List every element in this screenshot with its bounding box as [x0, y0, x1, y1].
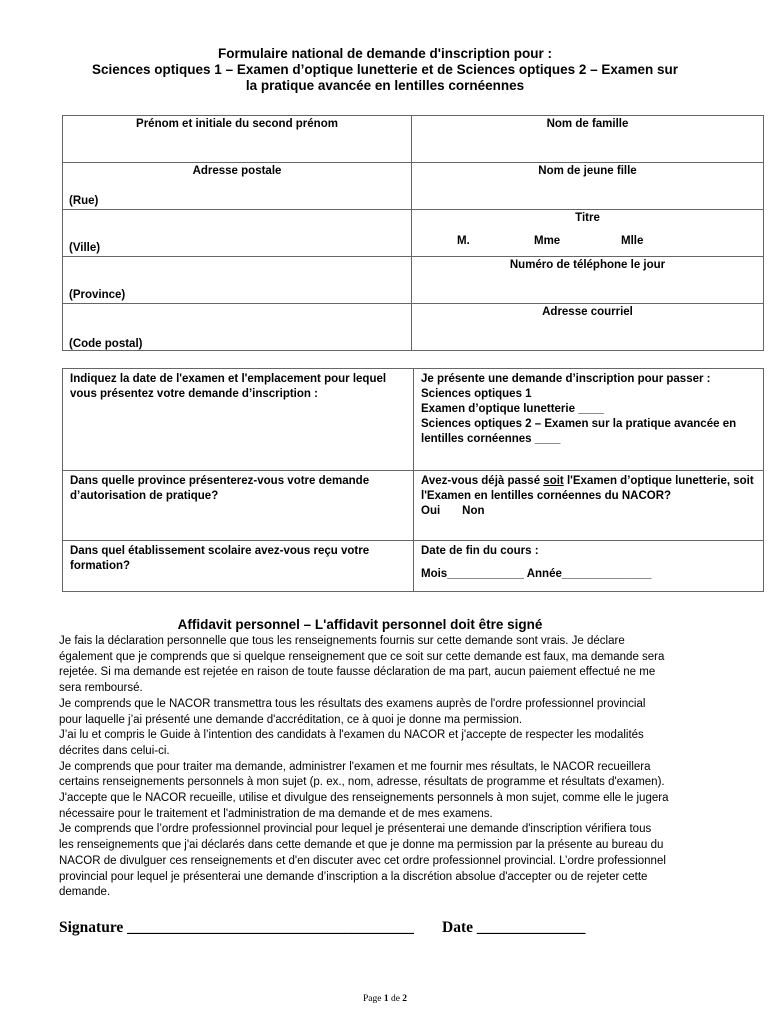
affidavit-paragraph: Je fais la déclaration personnelle que tous les renseignements fournis sur cette demande sont vrais. Je déclare également que je comprends que si quelque renseignement que ce soit sur cette demande est faux, ma demande sera rejetée. Si ma demande est rejetée en raison de toute fausse déclaration de ma part, aucun paiement effectué ne me sera remboursé.	[59, 635, 665, 695]
title-option-mme[interactable]: Mme	[534, 235, 561, 247]
affidavit-paragraph: Je comprends que l’ordre professionnel provincial pour lequel je présenterai une demande d'inscription vérifiera tous les renseignements que j'ai déclarés dans cette demande et que je donne ma permission par la présente au bureau du NACOR de divulguer ces renseignements et d'en discuter avec cet ordre professionnel provincial. L’ordre professionnel provincial pour lequel je présenterai une demande d’inscription a la discrétion absolue d'accepter ou de rejeter cette demande.	[59, 823, 666, 899]
title-option-m[interactable]: M.	[457, 235, 470, 247]
course-end-date-field[interactable]	[414, 541, 764, 592]
month-year-line[interactable]: Mois____________ Année______________	[421, 568, 652, 580]
affidavit-title: Affidavit personnel – L'affidavit personnel doit être signé	[177, 617, 543, 632]
exam-choice-field	[414, 369, 764, 471]
last-name-label: Nom de famille	[546, 118, 629, 130]
first-name-field[interactable]	[63, 116, 412, 163]
title-field	[412, 210, 764, 257]
signature-line[interactable]: Signature _____________________________________	[59, 919, 414, 936]
school-field[interactable]	[63, 541, 414, 592]
date-line[interactable]: Date ______________	[442, 919, 586, 936]
last-name-field[interactable]	[412, 116, 764, 163]
previous-exam-question: Avez-vous déjà passé soit l'Examen d’optique lunetterie, soit l'Examen en lentilles cornéennes du NACOR?	[421, 475, 754, 502]
form-title	[0, 46, 770, 94]
exam-date-location-field[interactable]	[63, 369, 414, 471]
title-line-1: Formulaire national de demande d'inscription pour :	[218, 46, 552, 61]
affidavit-paragraph: J’ai lu et compris le Guide à l’intention des candidats à l'examen du NACOR et j'accepte de respecter les modalités décrites dans celui-ci.	[59, 729, 644, 757]
previous-exam-field	[414, 471, 764, 541]
postal-code-label: (Code postal)	[69, 338, 143, 350]
title-line-2: Sciences optiques 1 – Examen d’optique lunetterie et de Sciences optiques 2 – Examen sur	[92, 62, 678, 77]
maiden-name-field[interactable]	[412, 163, 764, 210]
answer-non[interactable]: Non	[462, 505, 485, 517]
title-line-3: la pratique avancée en lentilles cornéennes	[245, 78, 525, 93]
province-label: (Province)	[69, 289, 126, 301]
city-field[interactable]	[63, 210, 412, 257]
exam-date-location-label: Indiquez la date de l'examen et l'emplacement pour lequel vous présentez votre demande d’inscription :	[70, 373, 387, 400]
postal-code-field[interactable]	[63, 304, 412, 351]
title-label: Titre	[575, 212, 600, 224]
city-label: (Ville)	[69, 242, 101, 254]
street-field[interactable]	[63, 163, 412, 210]
exam-choice-intro: Je présente une demande d’inscription pour passer :	[421, 373, 711, 385]
course-end-date-label: Date de fin du cours :	[421, 545, 539, 557]
title-option-mlle[interactable]: Mlle	[621, 235, 644, 247]
exam-table	[62, 368, 764, 592]
maiden-name-label: Nom de jeune fille	[538, 165, 637, 177]
first-name-label: Prénom et initiale du second prénom	[136, 118, 338, 130]
address-label: Adresse postale	[192, 165, 282, 177]
affidavit-text	[59, 634, 669, 901]
answer-oui[interactable]: Oui	[421, 505, 441, 517]
province-practice-label: Dans quelle province présenterez-vous votre demande d’autorisation de pratique?	[70, 475, 370, 502]
phone-label: Numéro de téléphone le jour	[509, 259, 666, 271]
province-field[interactable]	[63, 257, 412, 304]
email-field[interactable]	[412, 304, 764, 351]
school-label: Dans quel établissement scolaire avez-vous reçu votre formation?	[70, 545, 370, 572]
affidavit-paragraph: Je comprends que pour traiter ma demande, administrer l'examen et me fournir mes résultats, le NACOR recueillera certains renseignements personnels à mon sujet (p. ex., nom, adresse, résultats de programme et résultats d'examen). J'accepte que le NACOR recueille, utilise et divulgue des renseignements personnels à mon sujet, comme elle le jugera nécessaire pour le traitement et l'administration de ma demande et de mes examens.	[59, 760, 669, 820]
street-label: (Rue)	[69, 195, 99, 207]
page-number: Page 1 de 2	[362, 994, 408, 1004]
email-label: Adresse courriel	[542, 306, 633, 318]
province-practice-field[interactable]	[63, 471, 414, 541]
affidavit-paragraph: Je comprends que le NACOR transmettra tous les résultats des examens auprès de l'ordre professionnel provincial pour laquelle j’ai présenté une demande d'accréditation, ce à quoi je donne ma permission.	[59, 697, 646, 726]
identity-table	[62, 115, 764, 351]
exam-choice-so2[interactable]: Sciences optiques 2 – Examen sur la pratique avancée en lentilles cornéennes ____	[421, 418, 737, 445]
exam-choice-so1: Sciences optiques 1	[421, 388, 532, 400]
phone-field[interactable]	[412, 257, 764, 304]
exam-choice-lunetterie[interactable]: Examen d’optique lunetterie ____	[421, 403, 604, 415]
